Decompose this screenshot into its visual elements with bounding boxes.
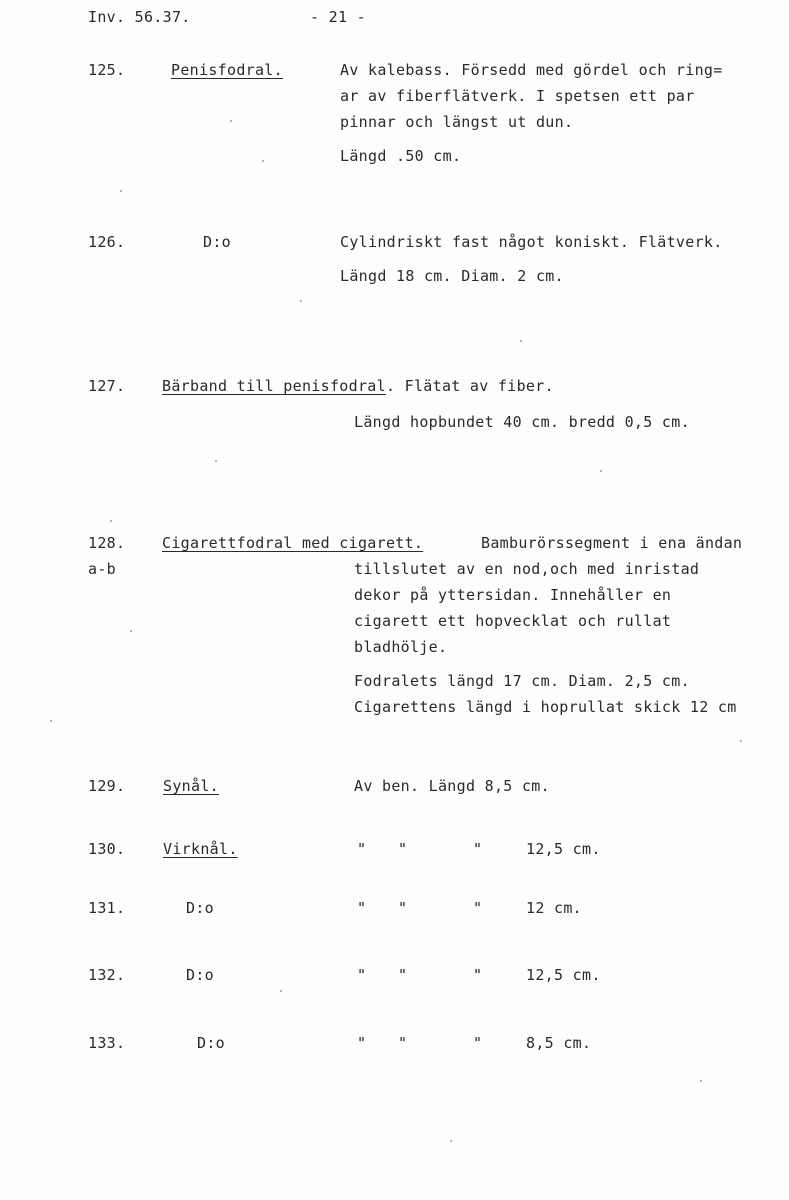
scan-speck (262, 160, 264, 162)
scan-speck (520, 340, 522, 342)
scan-speck (110, 520, 112, 522)
entry-number: 132. (88, 966, 126, 984)
entry-number: 127. (88, 377, 126, 395)
ditto-mark: " (398, 1034, 408, 1052)
entry-number: 126. (88, 233, 126, 251)
scan-speck (740, 740, 742, 742)
entry-number: 130. (88, 840, 126, 858)
entry-number: 131. (88, 899, 126, 917)
entry-measurement: 12,5 cm. (526, 840, 601, 858)
scan-speck (300, 300, 302, 302)
entry-measurement: Längd 18 cm. Diam. 2 cm. (340, 267, 564, 285)
entry-title: D:o (186, 966, 214, 984)
entry-title: Bärband till penisfodral (162, 377, 386, 395)
entry-number: 125. (88, 61, 126, 79)
scan-speck (215, 460, 217, 462)
entry-title: Cigarettfodral med cigarett. (162, 534, 424, 552)
entry-number: 128. (88, 534, 126, 552)
entry-description-line: cigarett ett hopvecklat och rullat (354, 612, 672, 630)
scan-speck (600, 470, 602, 472)
entry-number: 129. (88, 777, 126, 795)
entry-title: Synål. (163, 777, 219, 795)
entry-title: Virknål. (163, 840, 238, 858)
inventory-number: Inv. 56.37. (88, 8, 191, 26)
entry-description-line: Av ben. Längd 8,5 cm. (354, 777, 550, 795)
scan-speck (450, 1140, 452, 1142)
ditto-mark: " (473, 899, 483, 917)
entry-measurement: Längd hopbundet 40 cm. bredd 0,5 cm. (354, 413, 690, 431)
entry-title: D:o (186, 899, 214, 917)
scan-speck (120, 190, 122, 192)
entry-description-line: ar av fiberflätverk. I spetsen ett par (340, 87, 695, 105)
ditto-mark: " (473, 966, 483, 984)
entry-subnumber: a-b (88, 560, 116, 578)
ditto-mark: " (398, 899, 408, 917)
entry-measurement: Fodralets längd 17 cm. Diam. 2,5 cm. (354, 672, 690, 690)
scan-speck (280, 990, 282, 992)
entry-description-line: Cylindriskt fast något koniskt. Flätverk. (340, 233, 723, 251)
ditto-mark: " (398, 840, 408, 858)
scan-speck (700, 1080, 702, 1082)
entry-description-line: pinnar och längst ut dun. (340, 113, 574, 131)
entry-measurement: Cigarettens längd i hoprullat skick 12 cm (354, 698, 737, 716)
ditto-mark: " (473, 1034, 483, 1052)
entry-description-inline: . Flätat av fiber. (385, 377, 554, 395)
ditto-mark: " (357, 1034, 367, 1052)
scan-speck (130, 630, 132, 632)
entry-title-line (162, 373, 554, 399)
entry-description-line: Av kalebass. Försedd med gördel och ring= (340, 61, 723, 79)
entry-title: D:o (197, 1034, 225, 1052)
ditto-mark: " (357, 899, 367, 917)
ditto-mark: " (357, 966, 367, 984)
ditto-mark: " (357, 840, 367, 858)
scan-speck (230, 120, 232, 122)
ditto-mark: " (398, 966, 408, 984)
entry-measurement: Längd .50 cm. (340, 147, 462, 165)
entry-measurement: 12,5 cm. (526, 966, 601, 984)
entry-description-inline: Bamburörssegment i ena ändan (481, 534, 743, 552)
entry-description-line: dekor på yttersidan. Innehåller en (354, 586, 672, 604)
scan-speck (50, 720, 52, 722)
entry-number: 133. (88, 1034, 126, 1052)
entry-description-line: tillslutet av en nod,och med inristad (354, 560, 700, 578)
page-number: - 21 - (310, 8, 366, 26)
ditto-mark: " (473, 840, 483, 858)
entry-description-line: bladhölje. (354, 638, 448, 656)
entry-measurement: 12 cm. (526, 899, 582, 917)
entry-title: Penisfodral. (171, 61, 283, 79)
entry-measurement: 8,5 cm. (526, 1034, 592, 1052)
entry-title: D:o (203, 233, 231, 251)
